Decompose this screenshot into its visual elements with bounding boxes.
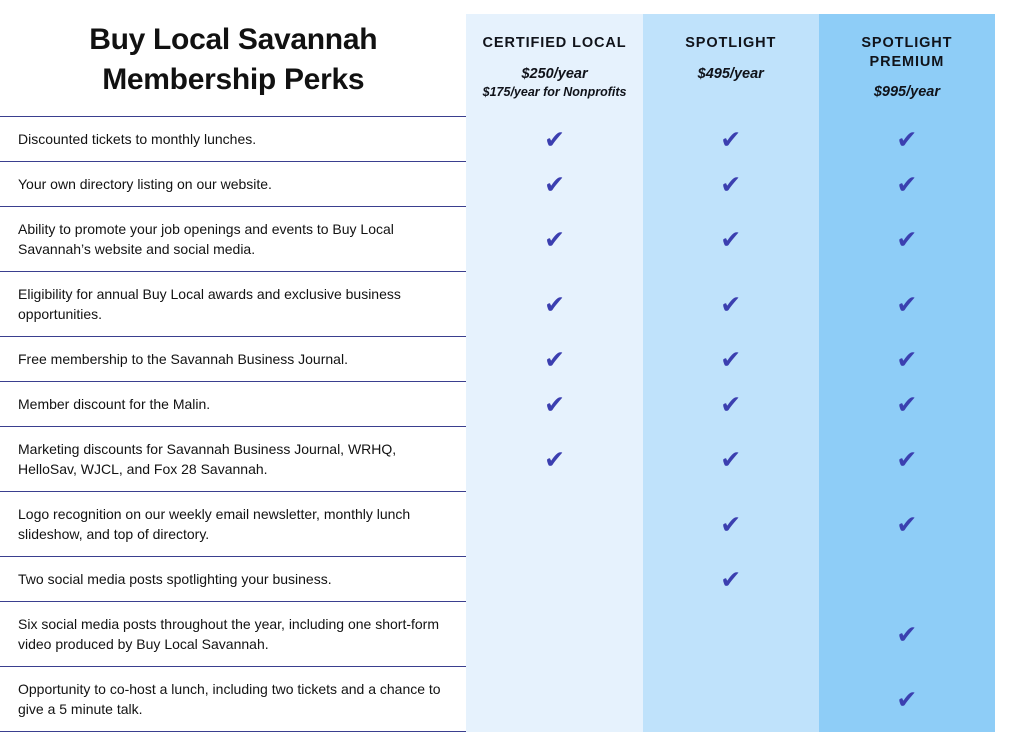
page-title [0,14,466,117]
feature-label: Your own directory listing on our website. [0,162,466,207]
check-icon: ✔ [896,289,918,319]
check-icon: ✔ [720,289,742,319]
empty-cell [643,667,819,732]
check-icon: ✔ [720,224,742,254]
table-row [0,117,995,162]
check-icon: ✔ [720,389,742,419]
check-cell [819,427,995,492]
empty-cell [466,492,642,557]
tier-header-spotlight-premium [819,14,995,117]
check-cell [643,117,819,162]
check-cell [643,207,819,272]
page-title-line-2: Membership Perks [102,62,365,96]
tier-price: $995/year [873,84,940,101]
table-row [0,162,995,207]
check-icon: ✔ [720,444,742,474]
check-cell [466,207,642,272]
check-cell [466,337,642,382]
no-value-placeholder [554,512,555,537]
feature-label: Marketing discounts for Savannah Business Journal, WRHQ, HelloSav, WJCL, and Fox 28 Savannah. [0,427,466,492]
feature-label: Logo recognition on our weekly email newsletter, monthly lunch slideshow, and top of directory. [0,492,466,557]
table-row [0,427,995,492]
tier-header-spotlight [643,14,819,117]
empty-cell [643,602,819,667]
check-icon: ✔ [544,344,566,374]
feature-label: Six social media posts throughout the year, including one short-form video produced by Buy Local Savannah. [0,602,466,667]
check-cell [466,117,642,162]
no-value-placeholder [906,567,907,592]
membership-perks-sheet [0,14,1013,726]
check-icon: ✔ [896,684,918,714]
check-icon: ✔ [720,344,742,374]
check-icon: ✔ [544,389,566,419]
check-icon: ✔ [896,444,918,474]
tier-name: CERTIFIED LOCAL [482,35,627,51]
check-icon: ✔ [720,564,742,594]
check-cell [819,272,995,337]
feature-label: Ability to promote your job openings and events to Buy Local Savannah’s website and social media. [0,207,466,272]
check-icon: ✔ [720,124,742,154]
no-value-placeholder [730,687,731,712]
no-value-placeholder [554,622,555,647]
table-row [0,382,995,427]
check-cell [819,667,995,732]
check-cell [643,337,819,382]
tier-price: $250/year [521,65,588,82]
table-row [0,337,995,382]
feature-label: Opportunity to co-host a lunch, including two tickets and a chance to give a 5 minute talk. [0,667,466,732]
check-icon: ✔ [896,509,918,539]
check-icon: ✔ [544,124,566,154]
check-icon: ✔ [896,169,918,199]
feature-label: Member discount for the Malin. [0,382,466,427]
membership-perks-table [0,14,995,732]
check-cell [643,492,819,557]
check-icon: ✔ [896,619,918,649]
check-cell [819,117,995,162]
table-row [0,602,995,667]
page-title-line-1: Buy Local Savannah [89,23,378,56]
no-value-placeholder [730,622,731,647]
table-row [0,557,995,602]
check-icon: ✔ [544,444,566,474]
table-row [0,207,995,272]
check-cell [819,602,995,667]
feature-label: Eligibility for annual Buy Local awards and exclusive business opportunities. [0,272,466,337]
empty-cell [466,602,642,667]
check-cell [643,382,819,427]
table-header [0,14,995,117]
check-icon: ✔ [544,224,566,254]
tier-price: $495/year [697,65,764,82]
check-icon: ✔ [896,224,918,254]
feature-label: Two social media posts spotlighting your business. [0,557,466,602]
table-row [0,492,995,557]
check-cell [819,382,995,427]
check-icon: ✔ [896,344,918,374]
check-cell [643,427,819,492]
check-cell [466,427,642,492]
tier-name: SPOTLIGHT [685,35,777,51]
check-cell [819,207,995,272]
no-value-placeholder [554,567,555,592]
check-cell [819,337,995,382]
no-value-placeholder [554,687,555,712]
check-icon: ✔ [544,289,566,319]
check-cell [466,272,642,337]
check-icon: ✔ [720,509,742,539]
table-body [0,117,995,732]
table-row [0,667,995,732]
check-cell [643,557,819,602]
table-row [0,272,995,337]
check-icon: ✔ [544,169,566,199]
check-cell [466,382,642,427]
empty-cell [819,557,995,602]
check-cell [643,162,819,207]
check-icon: ✔ [720,169,742,199]
check-cell [819,162,995,207]
empty-cell [466,557,642,602]
check-icon: ✔ [896,389,918,419]
check-cell [466,162,642,207]
check-icon: ✔ [896,124,918,154]
tier-name: SPOTLIGHT PREMIUM [861,35,953,70]
feature-label: Free membership to the Savannah Business Journal. [0,337,466,382]
feature-label: Discounted tickets to monthly lunches. [0,117,466,162]
tier-subprice: $175/year for Nonprofits [482,85,627,100]
check-cell [819,492,995,557]
tier-header-certified-local [466,14,642,117]
empty-cell [466,667,642,732]
check-cell [643,272,819,337]
